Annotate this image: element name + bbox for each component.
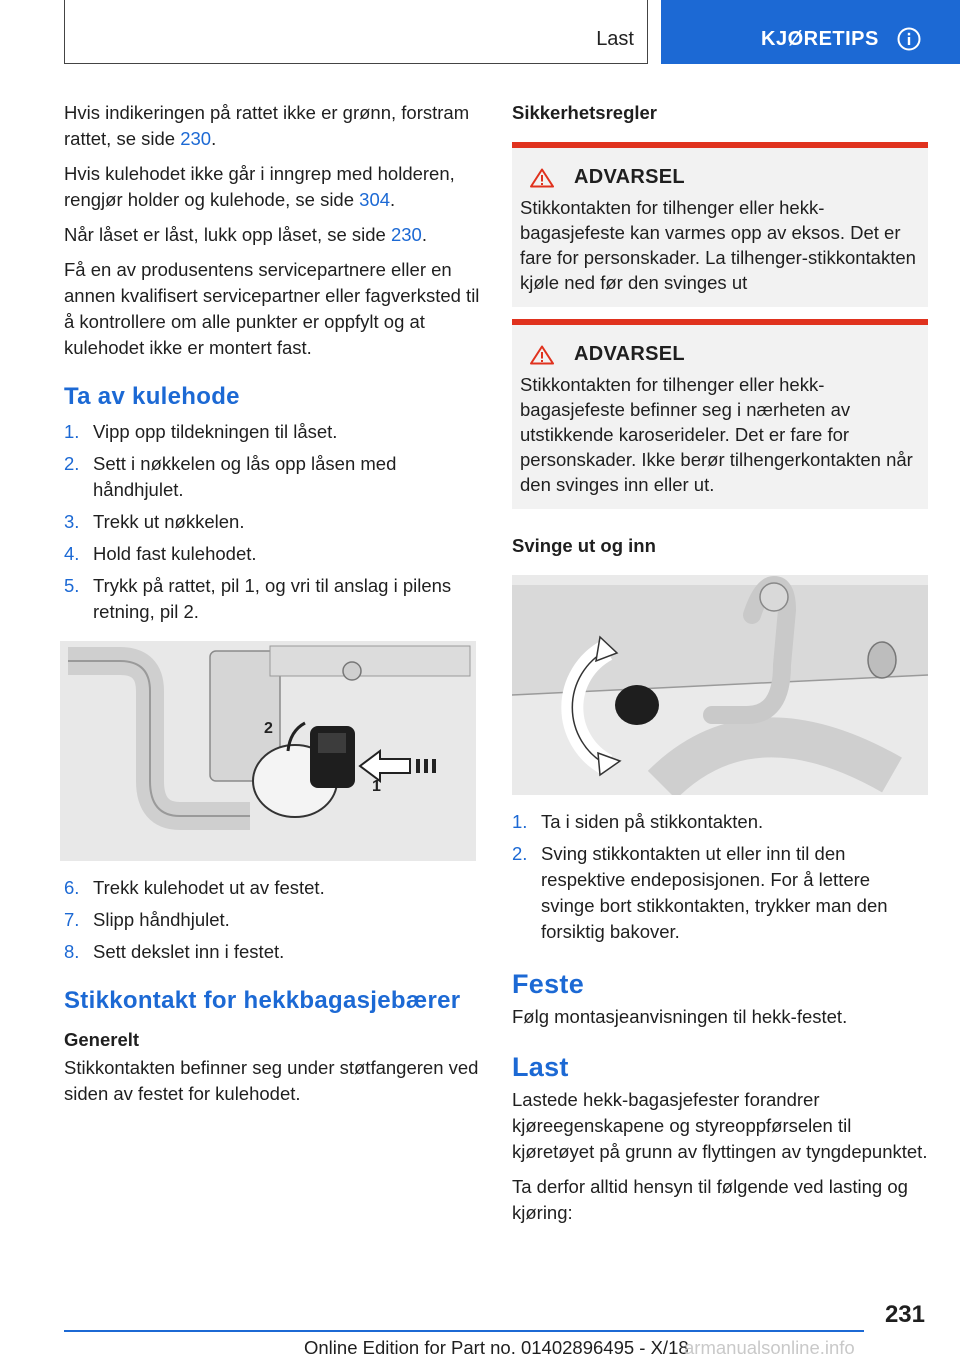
footer-divider xyxy=(64,1330,864,1332)
list-item: 5. Trykk på rattet, pil 1, og vri til anslag i pilens retning, pil 2. xyxy=(64,575,452,622)
warning-box-body-parts xyxy=(512,319,928,509)
header-section-title: Last xyxy=(596,28,634,50)
list-item: 4. Hold fast kulehodet. xyxy=(64,543,257,564)
paragraph-last-2: Ta derfor alltid hensyn til følgende ved lasting og kjøring: xyxy=(512,1176,908,1223)
paragraph-last-1: Lastede hekk-bagasjefester forandrer kjøreegenskapene og styreoppførselen til kjøretøyet på grunn av flyttingen av tyngdepunktet. xyxy=(512,1089,928,1162)
tab-kjoretips[interactable] xyxy=(661,0,960,64)
page-link-304[interactable]: 304 xyxy=(359,189,391,210)
page-link-230[interactable]: 230 xyxy=(180,128,212,149)
subheading-general: Generelt xyxy=(64,1029,140,1050)
warning-triangle-icon xyxy=(530,168,554,188)
figure-label-arrow-1: 1 xyxy=(372,778,381,795)
header-box xyxy=(64,0,648,64)
warning-title: ADVARSEL xyxy=(574,343,685,365)
warning-title: ADVARSEL xyxy=(574,166,685,188)
page-link-230b[interactable]: 230 xyxy=(390,224,422,245)
paragraph-clean-holder: Hvis kulehodet ikke går i inngrep med holderen, rengjør holder og kulehode, se side 304. xyxy=(64,163,455,210)
list-item: 6. Trekk kulehodet ut av festet. xyxy=(64,877,325,898)
info-icon[interactable] xyxy=(897,27,921,51)
list-item: 1. Vipp opp tildekningen til låset. xyxy=(64,421,338,442)
step-list-swing xyxy=(512,809,928,945)
warning-text: Stikkontakten for tilhenger eller hekk-bagasjefeste befinner seg i nærheten av utstikkende karoserideler. Det er fare for personskader. Ikke berør tilhengerkontakten når den svinges inn eller ut. xyxy=(520,374,913,495)
watermark: armanualsonline.info xyxy=(684,1337,855,1358)
list-item: 2. Sving stikkontakten ut eller inn til den respektive endeposisjonen. For å lettere svinge bort stikkontakten, trykker man den forsiktig bakover. xyxy=(512,843,888,942)
step-list-b xyxy=(64,875,484,965)
left-column xyxy=(64,100,484,1116)
subheading-safety-rules: Sikkerhetsregler xyxy=(512,102,658,123)
heading-last: Last xyxy=(512,1052,569,1082)
edition-text: Online Edition for Part no. 01402896495 - X/18 xyxy=(304,1337,689,1358)
heading-feste: Feste xyxy=(512,969,585,999)
paragraph-socket-location: Stikkontakten befinner seg under støtfangeren ved siden av festet for kulehodet. xyxy=(64,1057,479,1104)
list-item: 2. Sett i nøkkelen og lås opp låsen med håndhjulet. xyxy=(64,453,397,500)
list-item: 3. Trekk ut nøkkelen. xyxy=(64,511,245,532)
paragraph-lock: Når låset er låst, lukk opp låset, se side 230. xyxy=(64,224,427,245)
paragraph-service-partner: Få en av produsentens servicepartnere eller en annen kvalifisert servicepartner eller fagverksted til å kontrollere om alle punkter er oppfylt og at kulehodet ikke er montert fast. xyxy=(64,259,480,358)
step-list-a xyxy=(64,419,484,625)
paragraph-steering-indicator: Hvis indikeringen på rattet ikke er grønn, forstram rattet, se side 230. xyxy=(64,102,470,149)
heading-remove-ball-head: Ta av kulehode xyxy=(64,383,240,410)
figure-socket-swing xyxy=(512,575,928,795)
warning-box-heat xyxy=(512,142,928,307)
warning-text: Stikkontakten for tilhenger eller hekk-bagasjefeste kan varmes opp av eksos. Det er fare for personskader. La tilhenger-stikkontakten kjøle ned før den svinges ut xyxy=(520,197,916,293)
figure-label-arrow-2: 2 xyxy=(264,720,273,737)
list-item: 1. Ta i siden på stikkontakten. xyxy=(512,811,764,832)
heading-socket-rear-carrier: Stikkontakt for hekkbagasjebærer xyxy=(64,987,461,1014)
figure-tow-ball-removal xyxy=(60,641,476,861)
tab-label: KJØRETIPS xyxy=(761,28,879,50)
right-column xyxy=(512,100,928,1235)
subheading-swing-out-in: Svinge ut og inn xyxy=(512,535,656,556)
list-item: 7. Slipp håndhjulet. xyxy=(64,909,230,930)
page-number: 231 xyxy=(884,1301,925,1328)
paragraph-feste: Følg montasjeanvisningen til hekk-festet. xyxy=(512,1006,848,1027)
warning-triangle-icon xyxy=(530,345,554,365)
list-item: 8. Sett dekslet inn i festet. xyxy=(64,941,285,962)
